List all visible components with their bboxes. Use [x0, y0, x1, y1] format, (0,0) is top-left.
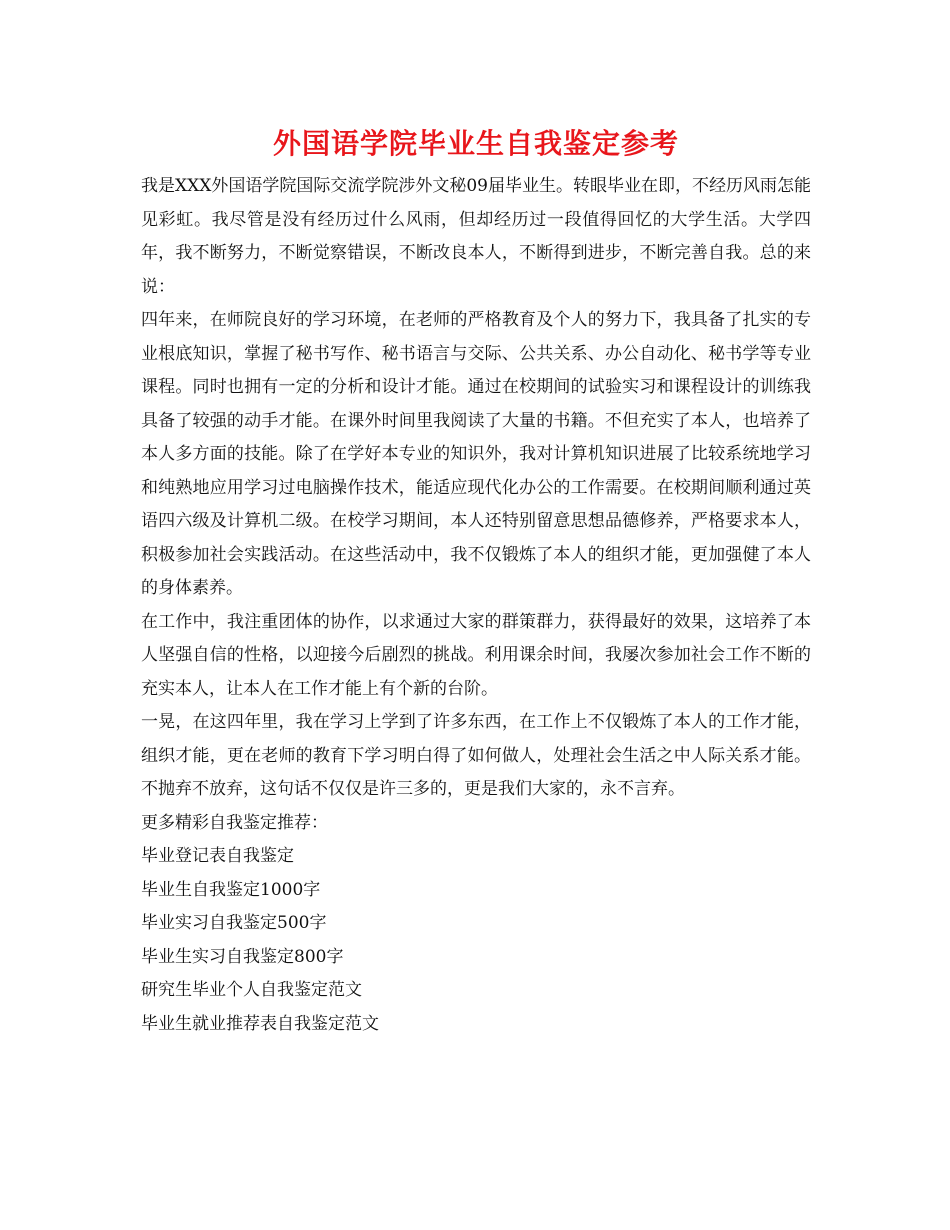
paragraph-study: 四年来，在师院良好的学习环境，在老师的严格教育及个人的努力下，我具备了扎实的专业根底知识，掌握了秘书写作、秘书语言与交际、公共关系、办公自动化、秘书学等专业课程。同时也拥有一定的分析和设计才能。通过在校期间的试验实习和课程设计的训练我具备了较强的动手才能。在课外时间里我阅读了大量的书籍。不但充实了本人，也培养了本人多方面的技能。除了在学好本专业的知识外，我对计算机知识进展了比较系统地学习和纯熟地应用学习过电脑操作技术，能适应现代化办公的工作需要。在校期间顺利通过英语四六级及计算机二级。在校学习期间，本人还特别留意思想品德修养，严格要求本人，积极参加社会实践活动。在这些活动中，我不仅锻炼了本人的组织才能，更加强健了本人的身体素养。: [141, 310, 811, 598]
paragraph-intro: 我是XXX外国语学院国际交流学院涉外文秘09届毕业生。转眼毕业在即，不经历风雨怎能见彩虹。我尽管是没有经历过什么风雨，但却经历过一段值得回忆的大学生活。大学四年，我不断努力，不断觉察错误，不断改良本人，不断得到进步，不断完善自我。总的来说：: [141, 176, 811, 297]
document-page: [141, 122, 811, 1041]
paragraph-conclusion: 一晃，在这四年里，我在学习上学到了许多东西，在工作上不仅锻炼了本人的工作才能，组织才能，更在老师的教育下学习明白得了如何做人，处理社会生活之中人际关系才能。不抛弃不放弃，这句话不仅仅是许三多的，更是我们大家的，永不言弃。: [141, 712, 811, 799]
document-title: 外国语学院毕业生自我鉴定参考: [272, 127, 679, 160]
recommend-item[interactable]: 毕业生自我鉴定1000字: [141, 879, 321, 900]
paragraph-work: 在工作中，我注重团体的协作，以求通过大家的群策群力，获得最好的效果，这培养了本人坚强自信的性格，以迎接今后剧烈的挑战。利用课余时间，我屡次参加社会工作不断的充实本人，让本人在工作才能上有个新的台阶。: [141, 611, 811, 699]
recommend-item[interactable]: 毕业登记表自我鉴定: [141, 846, 294, 866]
recommend-list: [141, 840, 811, 1041]
document-body: [141, 170, 811, 807]
recommend-item[interactable]: 毕业生实习自我鉴定800字: [141, 946, 344, 967]
recommend-item[interactable]: 毕业生就业推荐表自我鉴定范文: [141, 1013, 379, 1034]
recommend-item[interactable]: 研究生毕业个人自我鉴定范文: [141, 980, 362, 1000]
recommend-heading: 更多精彩自我鉴定推荐：: [141, 812, 328, 833]
recommend-item[interactable]: 毕业实习自我鉴定500字: [141, 913, 327, 933]
